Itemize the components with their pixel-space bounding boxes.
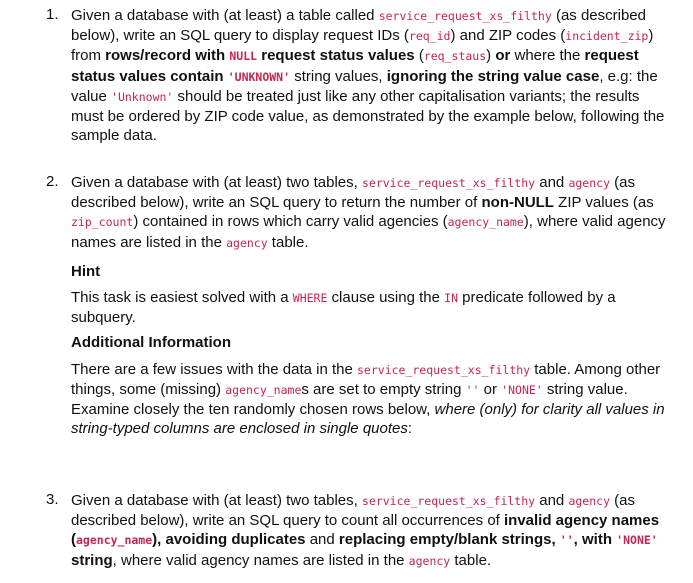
text: ) — [486, 47, 496, 65]
text: (as described below), write an SQL query to return the number of — [71, 174, 636, 212]
column-name-code: incident_zip — [565, 29, 649, 44]
text: ), where valid agency names are listed in the — [71, 213, 666, 251]
question-2-text — [71, 173, 671, 438]
text: , where valid agency names are listed in the — [112, 551, 409, 569]
text: or — [479, 380, 502, 398]
string-literal-code: 'NONE' — [501, 382, 543, 397]
text: This task is easiest solved with a — [71, 289, 293, 307]
bold-text: string — [71, 551, 113, 569]
alias-code: zip_count — [71, 215, 134, 230]
table-name-code: agency — [408, 553, 451, 568]
column-name-code: req_staus — [423, 49, 487, 64]
question-1-text — [71, 6, 671, 145]
bold-text: replacing empty/blank strings, — [338, 531, 560, 549]
text: s are set to empty string — [301, 380, 466, 398]
text: ) and ZIP codes ( — [450, 27, 566, 45]
question-1-paragraph — [71, 6, 671, 145]
text: where the — [510, 47, 585, 65]
bold-text: request status values — [257, 47, 415, 65]
hint-paragraph — [71, 288, 671, 327]
bold-text: ignoring the string value case — [386, 67, 600, 85]
text: ) from — [71, 27, 654, 65]
text: table. Among other things, some (missing) — [71, 360, 661, 398]
sql-keyword-code: WHERE — [292, 291, 328, 306]
table-name-code: service_request_xs_filthy — [361, 494, 536, 508]
column-name-code: agency_name — [447, 215, 524, 230]
text: Given a database with (at least) two tables, — [71, 492, 362, 509]
text: (as described below), write an SQL query to display request IDs ( — [71, 7, 646, 45]
bold-text: or — [495, 47, 511, 65]
text: and — [535, 174, 569, 191]
string-literal-code: '' — [465, 382, 480, 397]
text: string value. Examine closely the ten randomly chosen rows below, — [71, 380, 628, 419]
question-1-number: 1. — [46, 6, 59, 23]
text: predicate followed by a subquery. — [71, 289, 616, 327]
text: and — [535, 492, 569, 509]
italic-text: where (only) for clarity all values in string-typed columns are enclosed in single quotes — [71, 401, 665, 438]
column-name-code: agency_name — [76, 533, 153, 548]
string-literal-code: 'NONE' — [616, 533, 658, 548]
table-name-code: agency — [226, 235, 268, 250]
question-2-paragraph — [71, 173, 671, 253]
table-name-code: service_request_xs_filthy — [378, 9, 552, 23]
bold-text: request status values contain — [71, 47, 639, 85]
table-name-code: agency — [568, 176, 610, 190]
text: and — [305, 531, 339, 549]
string-literal-code: 'UNKNOWN' — [227, 69, 291, 84]
table-name-code: agency — [568, 494, 610, 508]
text: (as described below), write an SQL query to count all occurrences of — [71, 492, 636, 530]
bold-text: invalid agency names ( — [71, 512, 660, 549]
column-name-code: agency_name — [225, 382, 302, 397]
question-3-number: 3. — [46, 491, 59, 508]
question-3-text — [71, 491, 671, 571]
text: There are a few issues with the data in the — [71, 360, 357, 378]
text: table. — [267, 233, 309, 251]
additional-information-paragraph — [71, 360, 671, 439]
additional-information-heading: Additional Information — [71, 334, 231, 352]
table-name-code: service_request_xs_filthy — [357, 362, 531, 377]
question-3-paragraph — [71, 491, 671, 571]
question-2-number: 2. — [46, 173, 59, 190]
bold-text: non-NULL — [481, 194, 554, 212]
text: string values, — [290, 67, 387, 85]
bold-text: rows/record with — [105, 47, 230, 65]
string-literal-code: '' — [559, 533, 574, 548]
text: Given a database with (at least) two tables, — [71, 174, 362, 191]
text: ZIP values (as — [553, 194, 654, 212]
text: should be treated just like any other capitalisation variants; the results must be ordered by ZIP code value, as demonstrated by the example below, following the sample data. — [71, 87, 665, 145]
text: : — [407, 420, 413, 438]
bold-text: ), avoiding duplicates — [152, 531, 306, 549]
text: ) contained in rows which carry valid agencies ( — [133, 213, 448, 231]
text: Given a database with (at least) a table called — [71, 7, 379, 24]
text: clause using the — [327, 289, 445, 307]
hint-heading: Hint — [71, 262, 101, 280]
text: table. — [450, 551, 492, 569]
bold-text: , with — [573, 531, 617, 549]
sql-keyword-code: IN — [444, 291, 458, 306]
string-literal-code: 'Unknown' — [111, 89, 174, 104]
keyword-code: NULL — [229, 49, 258, 64]
text: ( — [414, 47, 424, 65]
text: , e.g: the value — [71, 67, 658, 105]
column-name-code: req_id — [408, 29, 451, 44]
table-name-code: service_request_xs_filthy — [361, 176, 536, 190]
